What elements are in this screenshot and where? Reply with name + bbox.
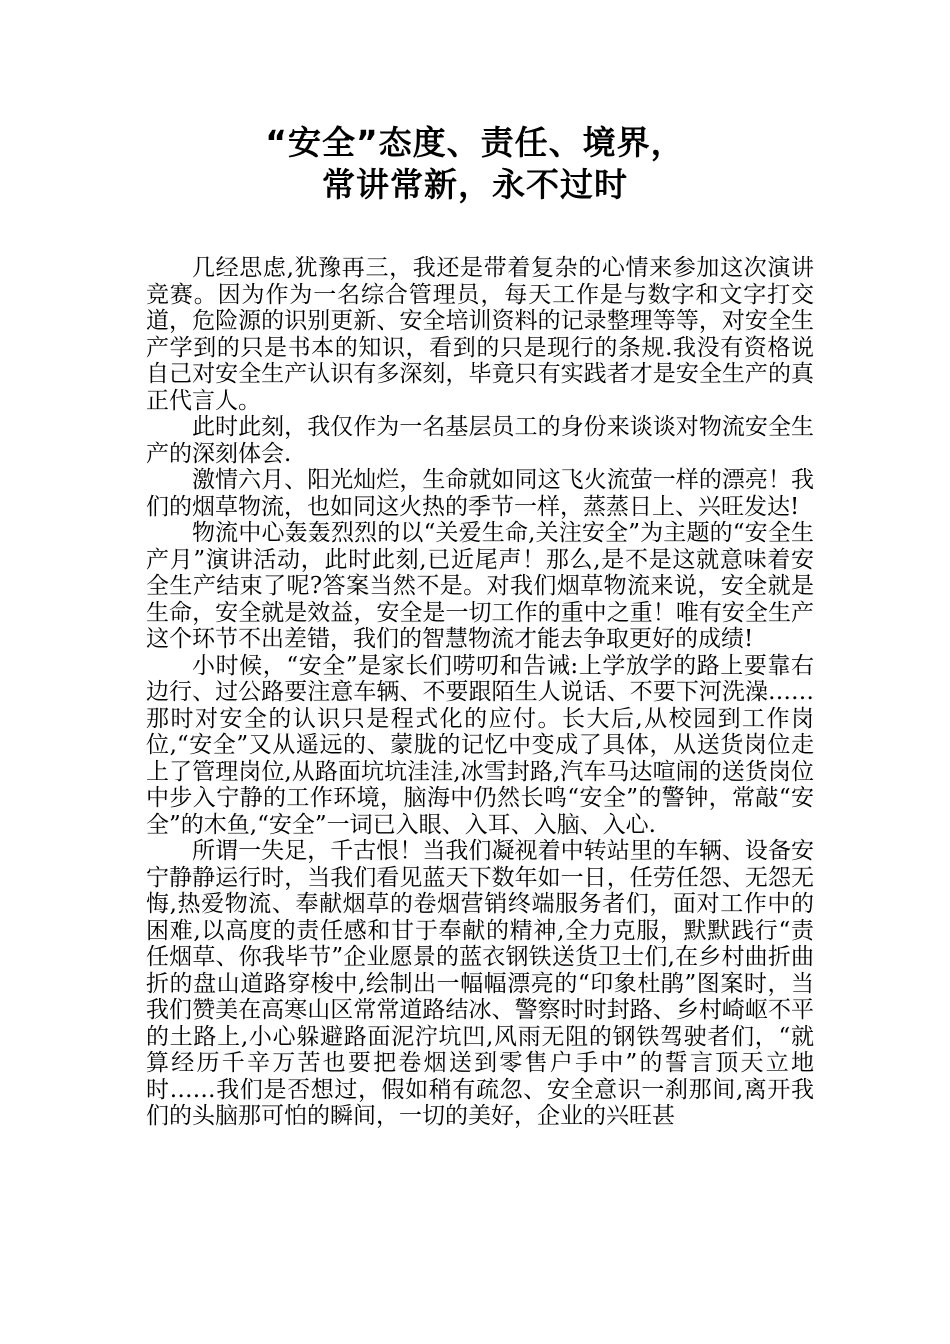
paragraph-4: 物流中心轰轰烈烈的以“关爱生命,关注安全”为主题的“安全生产月”演讲活动，此时此刻,已近尾声！那么,是不是这就意味着安全生产结束了呢?答案当然不是。对我们烟草物流来说，安全就是生命，安全就是效益，安全是一切工作的重中之重！唯有安全生产这个环节不出差错，我们的智慧物流才能去争取更好的成绩! xyxy=(146,520,814,652)
document-title xyxy=(0,122,950,206)
title-line-2: 常讲常新，永不过时 xyxy=(322,165,628,204)
title-line-1: “安全”态度、责任、境界， xyxy=(265,123,685,162)
paragraph-5: 小时候，“安全”是家长们唠叨和告诫:上学放学的路上要靠右边行、过公路要注意车辆、不要跟陌生人说话、不要下河洗澡……那时对安全的认识只是程式化的应付。长大后,从校园到工作岗位,“安全”又从遥远的、蒙胧的记忆中变成了具体，从送货岗位走上了管理岗位,从路面坑坑洼洼,冰雪封路,汽车马达喧闹的送货岗位中步入宁静的工作环境，脑海中仍然长鸣“安全”的警钟，常敲“安全”的木鱼,“安全”一词已入眼、入耳、入脑、入心. xyxy=(146,652,814,838)
paragraph-3: 激情六月、阳光灿烂，生命就如同这飞火流萤一样的漂亮！我们的烟草物流，也如同这火热的季节一样，蒸蒸日上、兴旺发达! xyxy=(146,467,814,520)
paragraph-1: 几经思虑,犹豫再三，我还是带着复杂的心情来参加这次演讲竞赛。因为作为一名综合管理员，每天工作是与数字和文字打交道，危险源的识别更新、安全培训资料的记录整理等等，对安全生产学到的只是书本的知识，看到的只是现行的条规.我没有资格说自己对安全生产认识有多深刻，毕竟只有实践者才是安全生产的真正代言人。 xyxy=(146,255,814,414)
paragraph-6: 所谓一失足，千古恨！当我们凝视着中转站里的车辆、设备安宁静静运行时，当我们看见蓝天下数年如一日，任劳任怨、无怨无悔,热爱物流、奉献烟草的卷烟营销终端服务者们，面对工作中的困难,以高度的责任感和甘于奉献的精神,全力克服，默默践行“责任烟草、你我毕节”企业愿景的蓝衣钢铁送货卫士们,在乡村曲折曲折的盘山道路穿梭中,绘制出一幅幅漂亮的“印象杜鹃”图案时，当我们赞美在高寒山区常常道路结冰、警察时时封路、乡村崎岖不平的土路上,小心躲避路面泥泞坑凹,风雨无阻的钢铁驾驶者们，“就算经历千辛万苦也要把卷烟送到零售户手中”的誓言顶天立地时……我们是否想过，假如稍有疏忽、安全意识一刹那间,离开我们的头脑那可怕的瞬间，一切的美好，企业的兴旺甚 xyxy=(146,838,814,1129)
paragraph-2: 此时此刻，我仅作为一名基层员工的身份来谈谈对物流安全生产的深刻体会. xyxy=(146,414,814,467)
document-body xyxy=(146,255,814,1130)
